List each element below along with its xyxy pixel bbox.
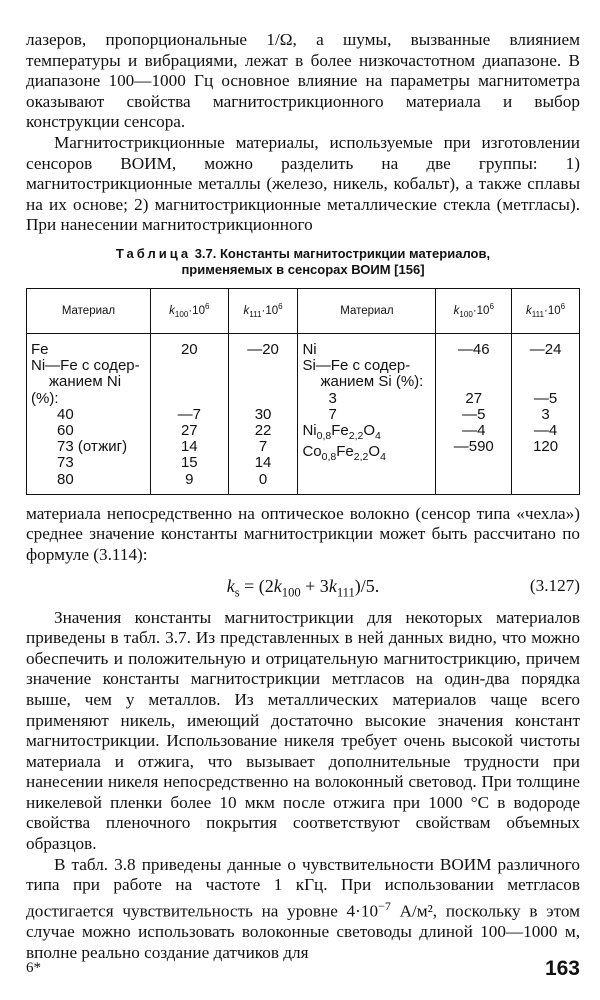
table-body-row	[27, 333, 580, 494]
header-material-left: Материал	[27, 288, 151, 333]
table-cell: Ni—Fe с содер-	[31, 357, 140, 375]
page-content	[26, 30, 580, 963]
table-cell: —4	[462, 421, 486, 439]
table-cell: 15	[180, 454, 198, 472]
table-cell: —46	[457, 340, 490, 358]
header-k100-left: $k_{100}\cdot 10^6$	[150, 288, 228, 333]
table-cell: 60	[57, 421, 74, 439]
table-cell: Si—Fe с содер-	[302, 357, 411, 375]
table-cell: —24	[529, 340, 562, 358]
table-cell	[233, 358, 294, 374]
table-cell	[155, 391, 224, 407]
table-cell: —4	[533, 421, 558, 439]
table-cell-formula-co: $Co_{0,8}Fe_{2,2}O_4$	[302, 443, 386, 464]
table-cell: —5	[533, 389, 558, 407]
signature-mark: 6*	[26, 960, 41, 976]
caption-rest: 3.7. Константы магнитострикции материалов,	[191, 245, 491, 261]
table-cell	[516, 358, 575, 374]
left-k100-column	[150, 333, 228, 494]
table-cell: 27	[465, 389, 483, 407]
table-cell: жанием Si (%):	[320, 373, 424, 391]
table-cell: 20	[180, 340, 198, 358]
table-cell: 30	[254, 405, 272, 423]
table-cell: Ni	[302, 340, 317, 358]
constants-table	[26, 288, 580, 495]
paragraph-5: В табл. 3.8 приведены данные о чувствительности ВОИМ различного типа при работе на частоте 1 кГц. При использовании метгласов достигается чувствительность на уровне $4\cdot 10^{-7}$ А/м², поскольку в этом случае можно использовать волоконные световоды длиной 100—1000 м, вполне реально создание датчиков для	[26, 854, 580, 962]
table-cell: Fe	[31, 340, 49, 358]
table-cell: —5	[462, 405, 486, 423]
formula-3-127	[26, 572, 580, 602]
table-caption	[26, 246, 580, 278]
paragraph-4: Значения константы магнитострикции для некоторых материалов приведены в табл. 3.7. Из представленных в ней данных видно, что можно обеспечить и положительную и отрицательную магнитострикцию, причем значение константы магнитострикции метгласов на один-два порядка выше, чем у металлов. Из металлических материалов чаще всего применяют никель, имеющий достаточно высокие значения констант магнитострикции. Использование никеля требует очень высокой чистоты материала и отжига, что вызывает дополнительные трудности при нанесении никеля непосредственно на волоконный световод. При толщине никелевой пленки более 10 мкм после отжига при 1000 °С в водороде свойства пленочного покрытия соответствуют свойствам объемных образцов.	[26, 607, 580, 854]
table-cell	[440, 358, 507, 374]
left-k111-column	[228, 333, 298, 494]
table-cell	[440, 374, 507, 390]
table-cell: 14	[254, 454, 272, 472]
header-k111-right: $k_{111}\cdot 10^6$	[512, 288, 580, 333]
page-number: 163	[544, 957, 580, 980]
table-cell: 3	[328, 389, 337, 407]
table-cell	[233, 374, 294, 390]
caption-word: Таблица	[115, 245, 192, 261]
table-cell: —20	[247, 340, 279, 358]
table-cell: —7	[177, 405, 201, 423]
paragraph-3: материала непосредственно на оптическое волокно (сенсор типа «чехла») среднее значение константы магнитострикции может быть рассчитано по формуле (3.114):	[26, 503, 580, 564]
left-materials-column	[27, 333, 151, 494]
page-footer	[26, 957, 580, 984]
paragraph-2: Магнитострикционные материалы, используемые при изготовлении сенсоров ВОИМ, можно разделить на две группы: 1) магнитострикционные металлы (железо, никель, кобальт), а также сплавы на их основе; 2) магнитострикционные металлические стекла (метгласы). При нанесении магнитострикционного	[26, 132, 580, 235]
paragraph-1: лазеров, пропорциональные 1/Ω, а шумы, вызванные влиянием температуры и вибрациями, лежат в более низкочастотном диапазоне. В диапазоне 100—1000 Гц основное влияние на параметры магнитометра оказывают свойства магнитострикционного материала и выбор конструкции сенсора.	[26, 30, 580, 132]
table-cell: 14	[180, 438, 198, 456]
table-cell: 7	[328, 405, 337, 423]
header-k111-left: $k_{111}\cdot 10^6$	[228, 288, 298, 333]
right-materials-column	[298, 333, 436, 494]
caption-line-2: применяемых в сенсорах ВОИМ [156]	[181, 261, 425, 277]
table-cell: 7	[258, 438, 268, 456]
right-k100-column	[436, 333, 512, 494]
table-cell	[155, 374, 224, 390]
table-cell: 0	[258, 470, 268, 488]
table-cell: 40	[57, 405, 74, 423]
right-k111-column	[512, 333, 580, 494]
table-header-row	[27, 288, 580, 333]
table-cell: (%):	[31, 389, 59, 407]
table-cell: 73 (отжиг)	[57, 438, 128, 456]
table-cell: 3	[541, 405, 550, 423]
header-k100-right: $k_{100}\cdot 10^6$	[436, 288, 512, 333]
table-cell: 73	[57, 454, 74, 472]
table-cell: 22	[254, 421, 272, 439]
table-cell: 9	[185, 470, 194, 488]
table-cell: жанием Ni	[49, 373, 122, 391]
formula-expression: $k_s = (2k_{100} + 3k_{111})/5$.	[226, 575, 380, 600]
header-material-right: Материал	[298, 288, 436, 333]
table-cell	[155, 358, 224, 374]
table-cell: 120	[533, 438, 559, 456]
table-cell: —590	[453, 438, 494, 456]
table-cell	[233, 391, 294, 407]
table-cell: 27	[180, 421, 198, 439]
table-cell-formula-ni: $Ni_{0,8}Fe_{2,2}O_4$	[302, 421, 381, 442]
table-cell: 80	[57, 470, 74, 488]
formula-number: (3.127)	[529, 575, 580, 595]
table-cell	[516, 374, 575, 390]
